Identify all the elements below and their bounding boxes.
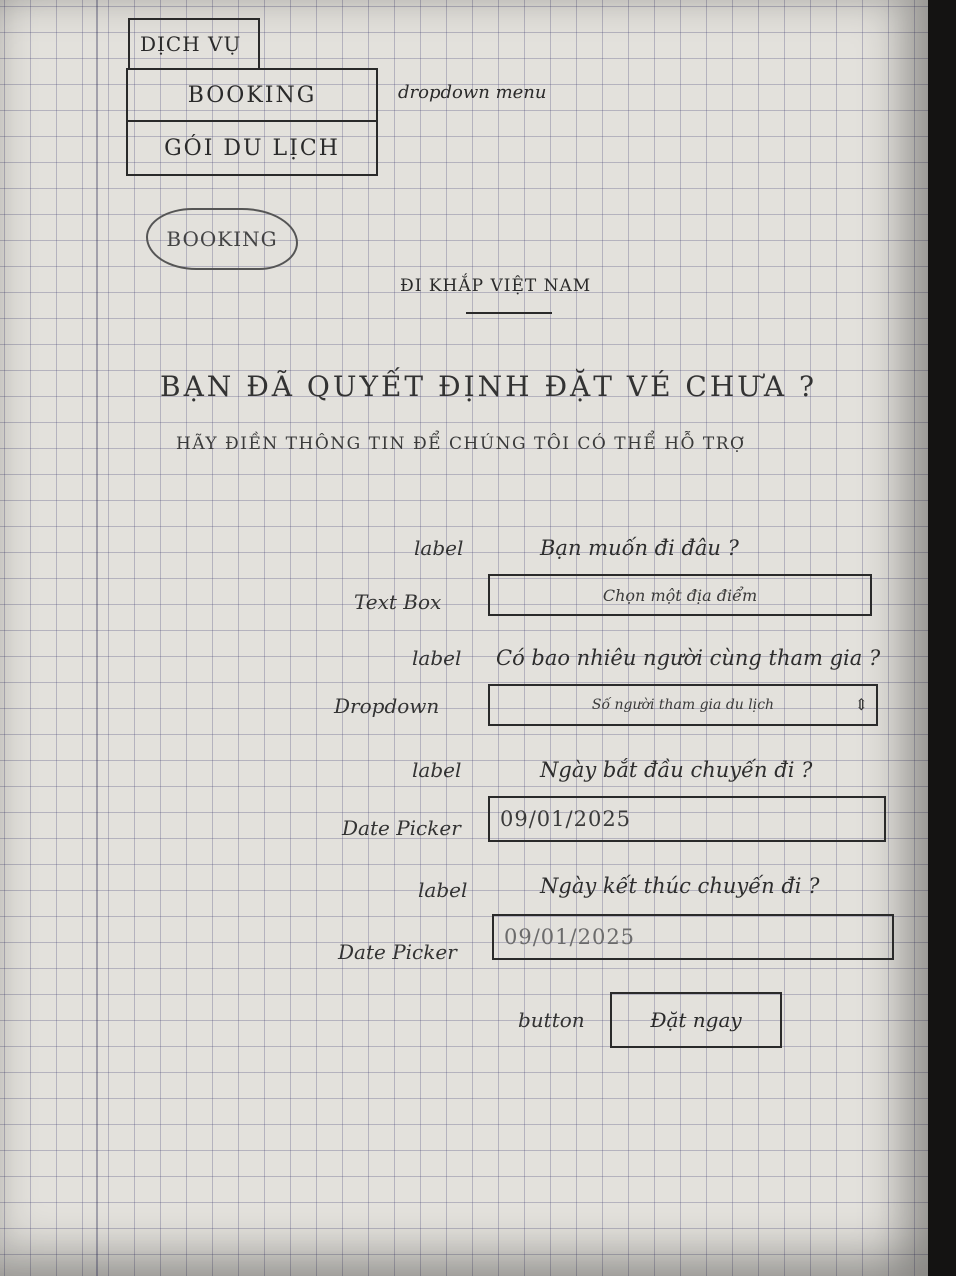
people-label-annotation: label bbox=[412, 646, 462, 670]
start-date-label-annotation: label bbox=[412, 758, 462, 782]
destination-field-annotation: Text Box bbox=[354, 590, 442, 614]
notebook-edge bbox=[928, 0, 956, 1276]
dropdown-menu-annotation: dropdown menu bbox=[398, 82, 547, 103]
end-date-label: Ngày kết thúc chuyến đi ? bbox=[540, 874, 820, 898]
people-label: Có bao nhiêu người cùng tham gia ? bbox=[496, 646, 881, 670]
end-date-label-annotation: label bbox=[418, 878, 468, 902]
menu-title[interactable]: DỊCH VỤ bbox=[128, 18, 260, 70]
destination-label: Bạn muốn đi đâu ? bbox=[540, 536, 739, 560]
end-date-picker[interactable] bbox=[492, 914, 894, 960]
menu-item-tour-packages[interactable]: GÓI DU LỊCH bbox=[164, 135, 340, 161]
start-date-field-annotation: Date Picker bbox=[342, 816, 461, 840]
page-heading: BẠN ĐÃ QUYẾT ĐỊNH ĐẶT VÉ CHƯA ? bbox=[160, 370, 817, 403]
book-now-button[interactable]: Đặt ngay bbox=[610, 992, 782, 1048]
logo[interactable]: BOOKING bbox=[146, 208, 298, 270]
tagline: ĐI KHẮP VIỆT NAM bbox=[400, 276, 592, 296]
updown-arrow-icon: ⇕ bbox=[854, 695, 868, 714]
start-date-label: Ngày bắt đầu chuyến đi ? bbox=[540, 758, 813, 782]
end-date-field-annotation: Date Picker bbox=[338, 940, 457, 964]
page-subheading: HÃY ĐIỀN THÔNG TIN ĐỂ CHÚNG TÔI CÓ THỂ HỖ TRỢ bbox=[176, 434, 746, 454]
tagline-underline bbox=[466, 312, 552, 314]
margin-line bbox=[96, 0, 98, 1276]
people-dropdown-value: Số người tham gia du lịch bbox=[591, 697, 775, 713]
submit-button-annotation: button bbox=[518, 1008, 585, 1032]
people-field-annotation: Dropdown bbox=[334, 694, 440, 718]
destination-input[interactable] bbox=[488, 574, 872, 616]
people-dropdown[interactable] bbox=[488, 684, 878, 726]
menu-item-booking[interactable]: BOOKING bbox=[128, 70, 376, 122]
start-date-picker[interactable] bbox=[488, 796, 886, 842]
dropdown-menu bbox=[126, 68, 378, 176]
destination-label-annotation: label bbox=[414, 536, 464, 560]
